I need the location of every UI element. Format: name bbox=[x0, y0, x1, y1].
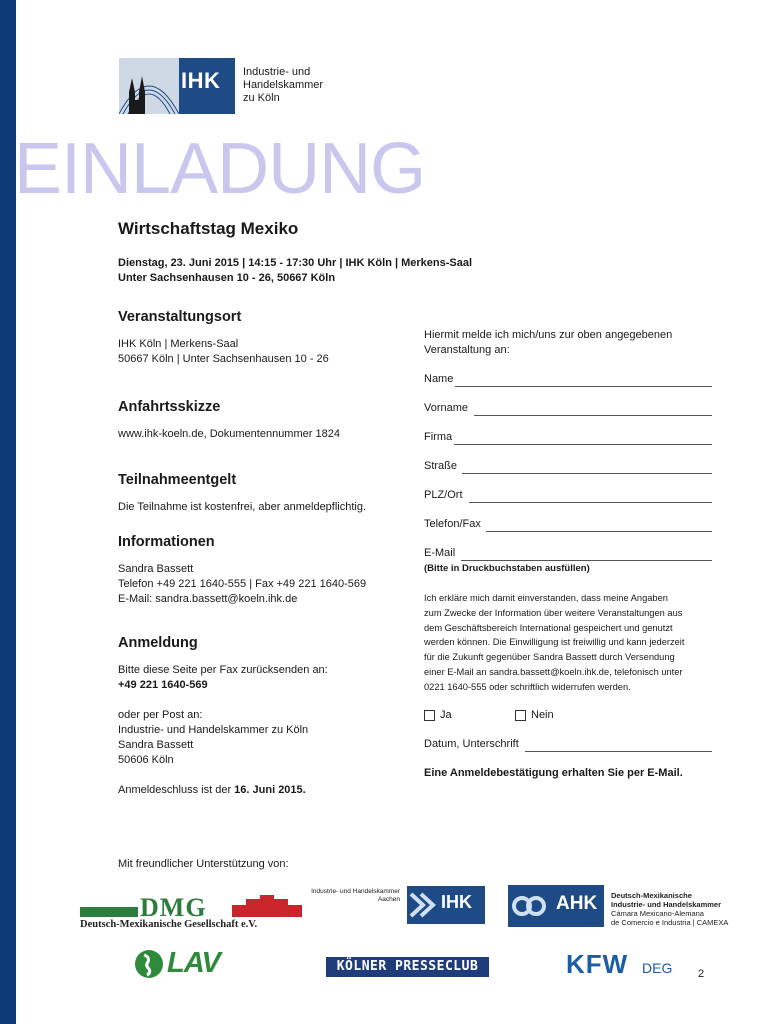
name-field[interactable]: Name bbox=[424, 372, 712, 387]
section-heading: Teilnahmeentgelt bbox=[118, 472, 237, 488]
registration-deadline: Anmeldeschluss ist der 16. Juni 2015. bbox=[118, 784, 306, 796]
company-field[interactable]: Firma bbox=[424, 430, 712, 445]
dmg-bar-icon bbox=[80, 907, 138, 917]
consent-yes-option[interactable]: Ja bbox=[424, 708, 452, 723]
directions-section bbox=[118, 400, 408, 442]
dmg-logo: DMG Deutsch-Mexikanische Gesellschaft e.V. bbox=[80, 893, 302, 931]
ahk-emblem-icon bbox=[508, 885, 554, 927]
consent-no-option[interactable]: Nein bbox=[515, 708, 554, 723]
section-heading: Informationen bbox=[118, 534, 215, 550]
block-letters-note: (Bitte in Druckbuchstaben ausfüllen) bbox=[424, 563, 590, 574]
yes-checkbox[interactable] bbox=[424, 710, 435, 721]
cathedral-icon bbox=[119, 58, 179, 114]
postcode-city-field[interactable]: PLZ/Ort bbox=[424, 488, 712, 503]
invitation-watermark: EINLADUNG bbox=[14, 129, 426, 209]
form-intro: Hiermit melde ich mich/uns zur oben angegebenen Veranstaltung an: bbox=[424, 329, 673, 356]
lav-logo: LAV bbox=[135, 950, 227, 980]
ihk-koeln-logo bbox=[119, 58, 389, 114]
consent-text: Ich erkläre mich damit einverstanden, dass meine Angaben zum Zwecke der Information über weitere Veranstaltungen aus dem Geschäftsbereich International gespeichert und genutzt werden können. Die Einwilligung ist freiwillig und kann jederzeit für die Zukunft gegenüber Sandra Bassett durch Versendung einer E-Mail an sandra.bassett@koeln.ihk.de, telefonisch unter 0221 1640-555 oder schriftlich widerrufen werden. bbox=[424, 593, 685, 692]
directions-link[interactable]: www.ihk-koeln.de, Dokumentennummer 1824 bbox=[118, 428, 340, 440]
section-heading: Anmeldung bbox=[118, 635, 198, 651]
fax-number: +49 221 1640-569 bbox=[118, 679, 208, 691]
confirmation-note: Eine Anmeldebestätigung erhalten Sie per E-Mail. bbox=[424, 767, 683, 779]
fee-section: Teilnahmeentgelt Die Teilnahme ist kostenfrei, aber anmeldepflichtig. bbox=[118, 473, 408, 515]
phone-fax-field[interactable]: Telefon/Fax bbox=[424, 517, 712, 532]
contact-email[interactable]: E-Mail: sandra.bassett@koeln.ihk.de bbox=[118, 593, 298, 605]
ihk-aachen-emblem-icon bbox=[407, 886, 439, 924]
event-title: Wirtschaftstag Mexiko bbox=[118, 219, 299, 238]
venue-section: Veranstaltungsort IHK Köln | Merkens-Saal 50667 Köln | Unter Sachsenhausen 10 - 26 bbox=[118, 310, 408, 367]
koelner-presseclub-logo: KÖLNER PRESSECLUB bbox=[326, 957, 489, 977]
info-section: Informationen Sandra Bassett Telefon +49 221 1640-555 | Fax +49 221 1640-569 E-Mail: sandra.bassett@koeln.ihk.de bbox=[118, 535, 408, 607]
ihk-logo-name: Industrie- und Handelskammer zu Köln bbox=[243, 66, 324, 104]
dmg-steps-icon bbox=[232, 895, 302, 917]
ihk-aachen-logo: Industrie- und Handelskammer Aachen IHK bbox=[305, 886, 485, 926]
event-details: Dienstag, 23. Juni 2015 | 14:15 - 17:30 Uhr | IHK Köln | Merkens-Saal Unter Sachsenhausen 10 - 26, 50667 Köln bbox=[118, 257, 473, 284]
email-field[interactable]: E-Mail bbox=[424, 546, 712, 561]
page-number: 2 bbox=[698, 968, 705, 980]
street-field[interactable]: Straße bbox=[424, 459, 712, 474]
no-checkbox[interactable] bbox=[515, 710, 526, 721]
ahk-logo: AHK Deutsch-Mexikanische Industrie- und Handelskammer Cámara Mexicano-Alemana de Comercio e Industria | CAMEXA bbox=[508, 885, 736, 929]
signature-field[interactable]: Datum, Unterschrift bbox=[424, 737, 712, 752]
first-name-field[interactable]: Vorname bbox=[424, 401, 712, 416]
registration-section: Anmeldung Bitte diese Seite per Fax zurücksenden an: +49 221 1640-569 oder per Post an: Industrie- und Handelskammer zu Köln Sandra Bassett 50606 Köln Anmeldeschluss ist der 16. Juni 2015. bbox=[118, 636, 408, 798]
globe-icon bbox=[135, 950, 163, 978]
ihk-logo-text: IHK bbox=[181, 68, 221, 93]
section-heading: Anfahrtsskizze bbox=[118, 399, 221, 415]
section-heading: Veranstaltungsort bbox=[118, 309, 242, 325]
ihk-emblem bbox=[119, 58, 235, 114]
kfw-deg-logo: KFW DEG bbox=[566, 949, 673, 979]
support-text: Mit freundlicher Unterstützung von: bbox=[118, 858, 289, 870]
